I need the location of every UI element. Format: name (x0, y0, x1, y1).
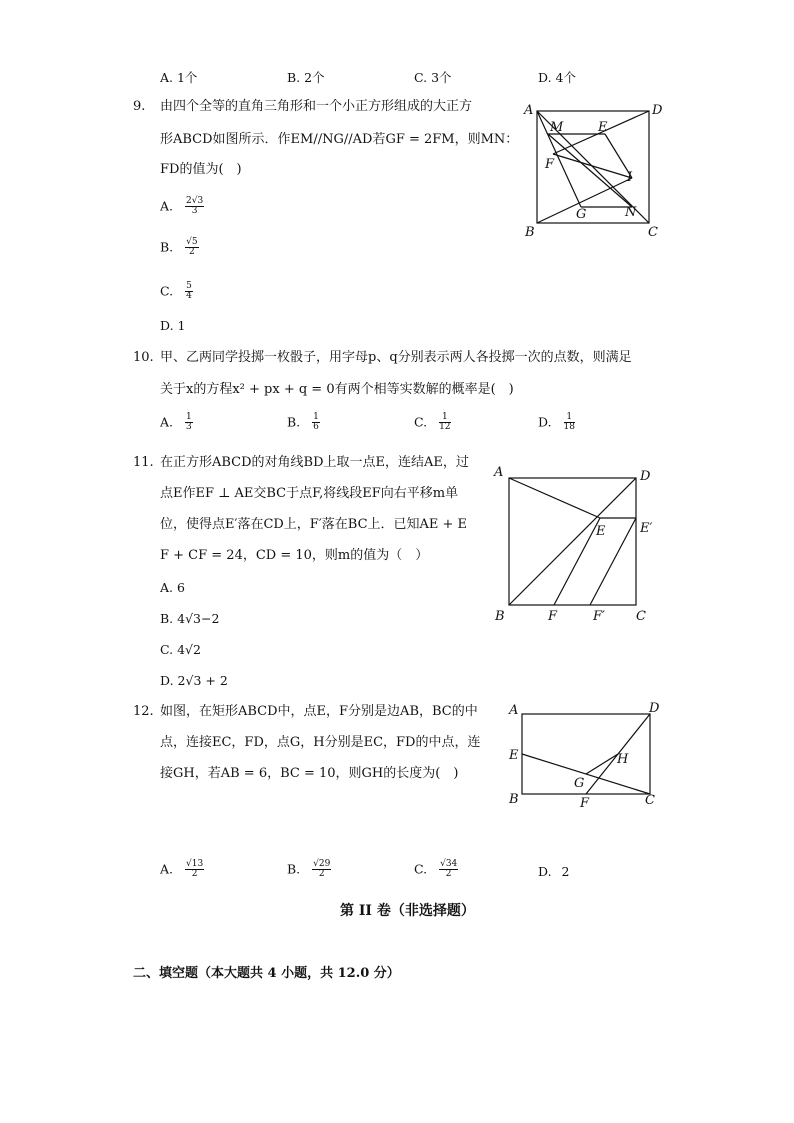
label-b: B (495, 609, 505, 624)
fraction-denominator: 2 (445, 869, 452, 880)
label-f: F (548, 609, 558, 624)
q11-option-b: B. 4√3−2 (160, 611, 220, 626)
label-c: C (645, 793, 655, 808)
q9-number: 9. (133, 99, 146, 114)
fraction-denominator: 6 (313, 422, 319, 433)
q10-stem-line2: 关于x的方程x² + px + q = 0有两个相等实数解的概率是( ) (160, 382, 514, 397)
q11-stem-line1: 在正方形ABCD的对角线BD上取一点E，连结AE，过 (160, 455, 469, 470)
fraction-numerator: 1 (439, 413, 450, 423)
label-m: M (550, 120, 564, 135)
option-label: C. (414, 414, 428, 430)
q11-stem-line3: 位，使得点E′落在CD上，F′落在BC上．已知AE + E (160, 517, 468, 532)
option-value: 2 (561, 864, 570, 879)
q9-option-c (160, 282, 193, 302)
q12-number: 12. (133, 704, 154, 719)
q9-stem-line3: FD的值为( ) (160, 162, 242, 177)
q10-option-d (538, 413, 575, 433)
part-2-title: 第 II 卷（非选择题） (340, 903, 475, 919)
fraction-denominator: 2 (191, 869, 198, 880)
q10-option-b (287, 413, 320, 433)
label-b: B (525, 225, 535, 240)
line-a-e (509, 478, 600, 518)
fraction-numerator: √13 (186, 859, 204, 869)
label-a: A (509, 703, 519, 718)
q8-option-b: B. 2个 (287, 70, 325, 85)
q10-stem-line1: 甲、乙两同学投掷一枚骰子，用字母p、q分别表示两人各投掷一次的点数，则满足 (160, 350, 632, 365)
label-e: E (596, 524, 606, 539)
diagonal-b-d (509, 478, 636, 605)
fraction-numerator: 1 (313, 412, 319, 422)
label-d: D (652, 103, 663, 118)
q8-option-c: C. 3个 (414, 70, 452, 85)
label-e: E (598, 120, 608, 135)
q12-stem-line2: 点，连接EC，FD，点G，H分别是EC，FD的中点，连 (160, 735, 481, 750)
fraction-numerator: √5 (186, 237, 198, 247)
label-a: A (494, 465, 504, 480)
option-label: A. (160, 414, 174, 430)
fraction-denominator: 12 (439, 422, 451, 433)
option-label: B. (287, 861, 301, 877)
fraction-numerator: 5 (186, 281, 192, 291)
q12-figure (505, 698, 670, 813)
q12-stem-line1: 如图，在矩形ABCD中，点E，F分别是边AB，BC的中 (160, 704, 478, 719)
q12-option-a (160, 860, 204, 880)
q12-option-c (414, 860, 458, 880)
option-label: D. (538, 864, 552, 879)
q11-stem-line4: F + CF = 24，CD = 10，则m的值为（ ） (160, 548, 429, 563)
fraction-denominator: 4 (186, 291, 192, 302)
fraction-denominator: 3 (186, 422, 192, 433)
q11-option-c: C. 4√2 (160, 642, 201, 657)
q10-number: 10. (133, 350, 154, 365)
label-a: A (524, 103, 534, 118)
label-g: G (574, 776, 585, 791)
fraction-numerator: 1 (564, 413, 575, 423)
label-c: C (636, 609, 646, 624)
q9-stem-line2: 形ABCD如图所示．作EM//NG//AD若GF = 2FM，则MN： (160, 132, 519, 147)
label-g: G (576, 207, 587, 222)
label-e: E (509, 748, 519, 763)
option-label: B. (160, 239, 174, 255)
label-e-prime: E′ (640, 521, 653, 536)
q11-figure (490, 460, 670, 630)
option-label: A. (160, 198, 174, 214)
q9-option-a (160, 197, 204, 217)
label-c: C (648, 225, 658, 240)
option-label: A. (160, 861, 174, 877)
line-n-m (548, 134, 632, 207)
q8-option-a: A. 1个 (160, 70, 198, 85)
q9-figure (520, 98, 670, 243)
label-i: I (627, 170, 633, 185)
q10-option-a (160, 413, 193, 433)
q10-option-c (414, 413, 451, 433)
q11-option-d: D. 2√3 + 2 (160, 673, 228, 688)
q9-option-b (160, 238, 199, 258)
q11-stem-line2: 点E作EF ⊥ AE交BC于点F,将线段EF向右平移m单 (160, 486, 459, 501)
q9-option-d: D. 1 (160, 318, 186, 333)
label-f: F (545, 157, 555, 172)
q12-option-b (287, 860, 331, 880)
option-label: B. (287, 414, 301, 430)
label-f-prime: F′ (593, 609, 605, 624)
label-d: D (640, 469, 651, 484)
label-n: N (625, 205, 637, 220)
q12-option-d (538, 864, 570, 879)
option-label: C. (414, 861, 428, 877)
q11-number: 11. (133, 455, 154, 470)
line-g-h (586, 754, 618, 774)
fraction-denominator: 2 (318, 869, 325, 880)
fraction-numerator: 1 (186, 412, 192, 422)
fraction-denominator: 18 (563, 422, 575, 433)
rectangle-abcd (522, 714, 650, 794)
label-f: F (580, 796, 590, 811)
option-label: C. (160, 283, 174, 299)
label-h: H (617, 752, 629, 767)
option-label: D. (538, 414, 552, 430)
label-b: B (509, 792, 519, 807)
fraction-denominator: 3 (191, 206, 198, 217)
fraction-numerator: √34 (440, 859, 458, 869)
q12-stem-line3: 接GH，若AB = 6，BC = 10，则GH的长度为( ) (160, 766, 459, 781)
line-e-f (554, 518, 600, 605)
fraction-numerator: √29 (313, 859, 331, 869)
q9-stem-line1: 由四个全等的直角三角形和一个小正方形组成的大正方 (160, 99, 473, 114)
section-2-heading: 二、填空题（本大题共 4 小题，共 12.0 分） (133, 966, 400, 981)
fraction-denominator: 2 (189, 247, 195, 258)
fraction-numerator: 2√3 (186, 196, 204, 206)
q11-option-a: A. 6 (160, 580, 185, 595)
label-d: D (649, 701, 660, 716)
q8-option-d: D. 4个 (538, 70, 576, 85)
